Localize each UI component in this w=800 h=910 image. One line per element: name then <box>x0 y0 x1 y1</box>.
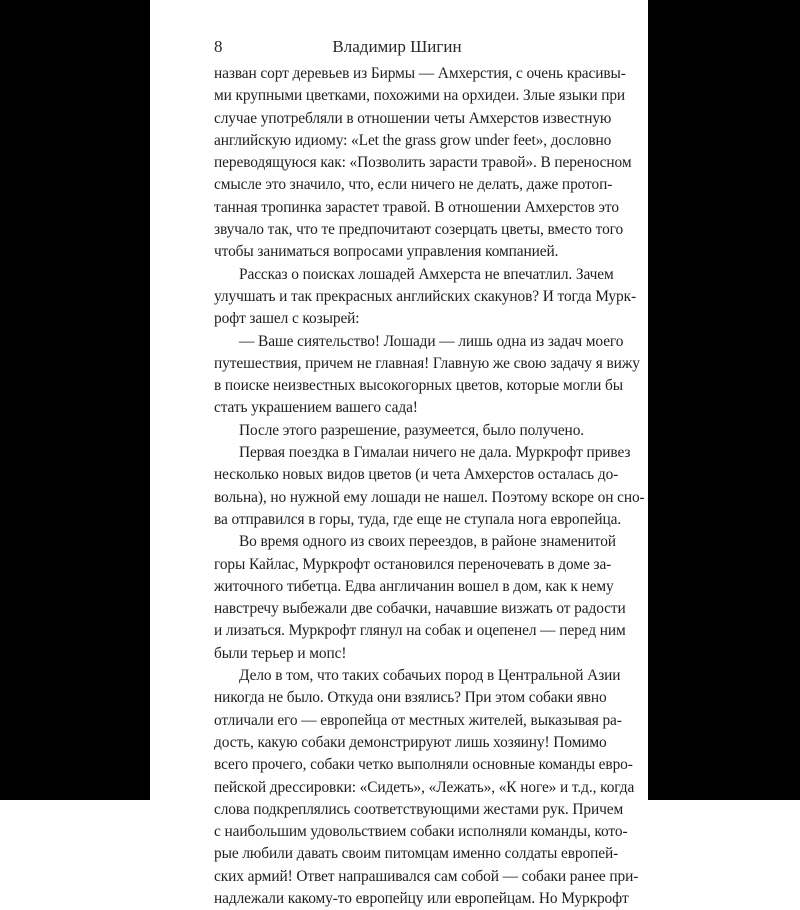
text-line: рофт зашел с козырей: <box>214 310 360 328</box>
text-line: Рассказ о поисках лошадей Амхерста не впечатлил. Зачем <box>239 265 614 283</box>
text-line: несколько новых видов цветов (и чета Амхерстов осталась до- <box>214 466 619 484</box>
text-line: в поиске неизвестных высокогорных цветов, которые могли бы <box>214 377 623 395</box>
page-header <box>214 37 580 61</box>
text-line: дость, какую собаки демонстрируют лишь хозяину! Помимо <box>214 733 607 751</box>
text-line: Во время одного из своих переездов, в районе знаменитой <box>239 533 616 551</box>
text-line: были терьер и мопс! <box>214 644 347 662</box>
text-line: житочного тибетца. Едва англичанин вошел в дом, как к нему <box>214 577 614 595</box>
text-line: Первая поездка в Гималаи ничего не дала. Муркрофт привез <box>239 444 631 462</box>
text-line: вольна), но нужной ему лошади не нашел. Поэтому вскоре он сно- <box>214 488 645 506</box>
running-title: Владимир Шигин <box>332 37 462 56</box>
text-line: стать украшением вашего сада! <box>214 399 418 417</box>
text-line: отличали его — европейца от местных жителей, выказывая ра- <box>214 711 622 729</box>
text-line: — Ваше сиятельство! Лошади — лишь одна из задач моего <box>239 332 624 350</box>
text-line: чтобы заниматься вопросами управления компанией. <box>214 243 559 261</box>
text-line: улучшать и так прекрасных английских скакунов? И тогда Мурк- <box>214 287 636 305</box>
text-line: звучало так, что те предпочитают созерцать цветы, вместо того <box>214 221 624 239</box>
text-line: всего прочего, собаки четко выполняли основные команды евро- <box>214 756 633 774</box>
text-line: ских армий! Ответ напрашивался сам собой — собаки ранее при- <box>214 867 639 885</box>
text-line: ва отправился в горы, туда, где еще не ступала нога европейца. <box>214 510 622 528</box>
text-line: никогда не было. Откуда они взялись? При этом собаки явно <box>214 689 607 707</box>
text-line: назван сорт деревьев из Бирмы — Амхерстия, с очень красивы- <box>214 65 626 82</box>
right-black-border <box>648 0 800 800</box>
text-line: переводящуюся как: «Позволить зарасти травой». В переносном <box>214 154 632 172</box>
text-line: Дело в том, что таких собачьих пород в Центральной Азии <box>239 667 621 685</box>
text-line: надлежали какому-то европейцу или европейцам. Но Муркрофт <box>214 889 629 907</box>
page-number: 8 <box>214 37 223 56</box>
text-line: навстречу выбежали две собачки, начавшие визжать от радости <box>214 600 626 618</box>
text-line: смысле это значило, что, если ничего не делать, даже протоп- <box>214 176 613 194</box>
text-line: пейской дрессировки: «Сидеть», «Лежать», «К ноге» и т.д., когда <box>214 778 635 796</box>
text-line: После этого разрешение, разумеется, было получено. <box>239 421 585 439</box>
text-line: рые любили давать своим питомцам именно солдаты европей- <box>214 845 619 863</box>
text-line: английскую идиому: «Let the grass grow under feet», дословно <box>214 131 612 149</box>
text-line: танная тропинка зарастет травой. В отношении Амхерстов это <box>214 198 619 216</box>
text-line: случае употребляли в отношении четы Амхерстов известную <box>214 109 612 127</box>
text-line: с наибольшим удовольствием собаки исполняли команды, кото- <box>214 823 628 841</box>
text-line: и лизаться. Муркрофт глянул на собак и оцепенел — перед ним <box>214 622 626 640</box>
text-line: путешествия, причем не главная! Главную же свою задачу я вижу <box>214 354 640 372</box>
text-line: ми крупными цветками, похожими на орхидеи. Злые языки при <box>214 87 626 105</box>
book-page <box>150 0 648 907</box>
body-text <box>214 63 645 910</box>
text-line: горы Кайлас, Муркрофт остановился переночевать в доме за- <box>214 555 612 573</box>
left-black-border <box>0 0 150 800</box>
text-line: слова подкреплялись соответствующими жестами рук. Причем <box>214 800 624 818</box>
